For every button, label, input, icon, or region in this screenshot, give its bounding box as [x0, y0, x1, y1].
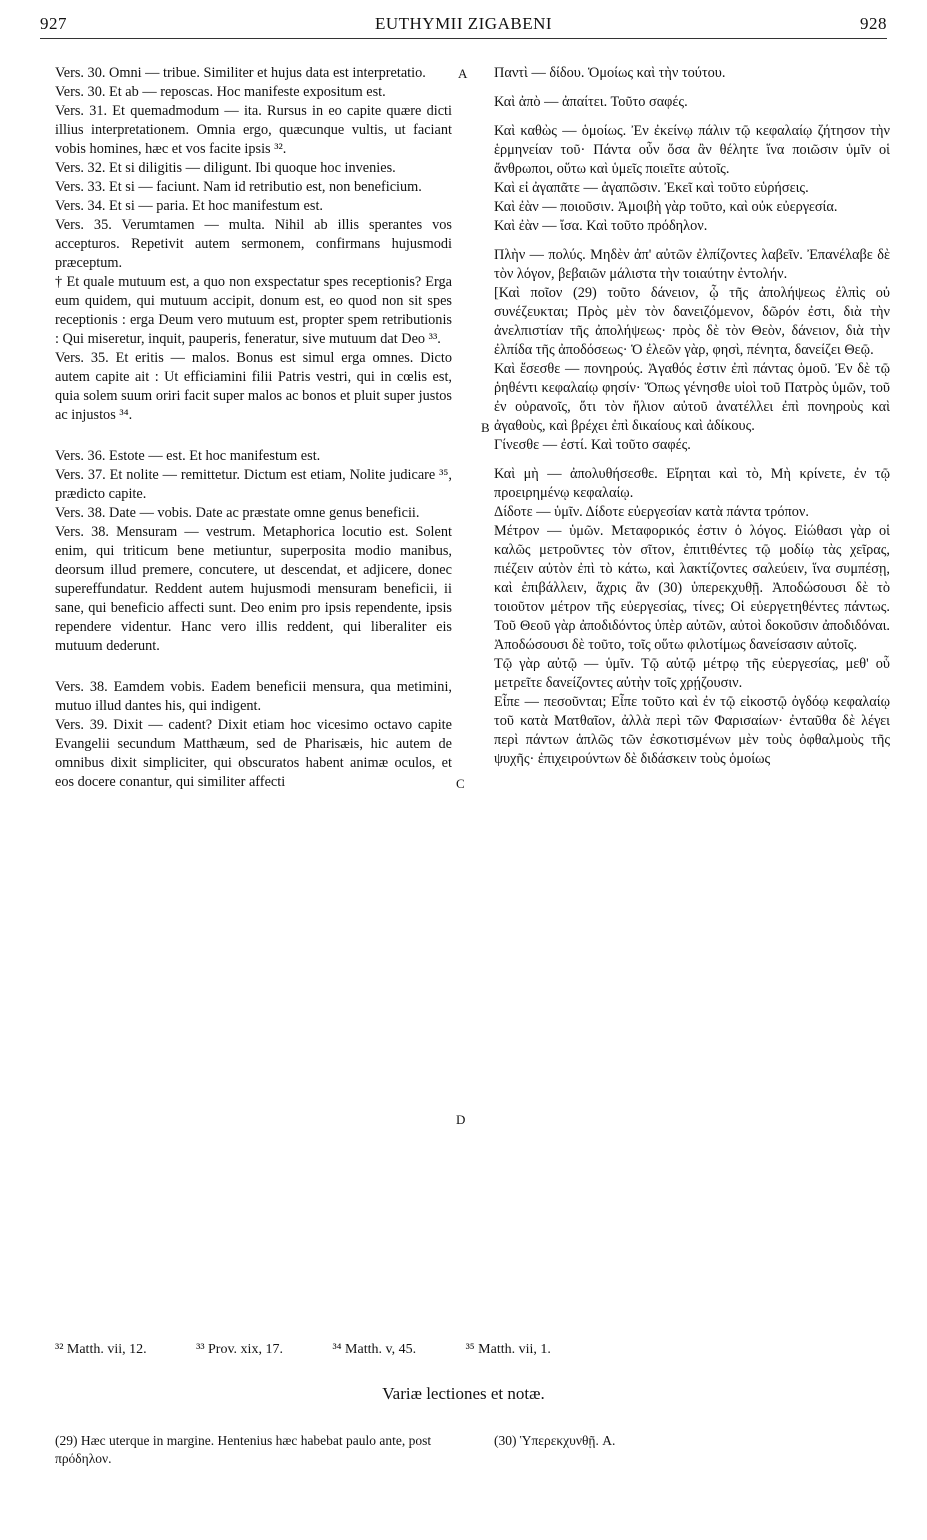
latin-paragraph: Vers. 38. Eamdem vobis. Eadem beneficii mensura, qua metimini, mutuo illud dantes his, qui indigent.	[55, 679, 452, 714]
header-rule	[40, 38, 887, 39]
latin-paragraph: Vers. 35. Et eritis — malos. Bonus est simul erga omnes. Dicto autem capite ait : Ut efficiamini filii Patris vestri, qui in cœlis est, quia solem suum oriri facit super malos ac bonos et pluit super justos ac injustos ³⁴.	[55, 350, 452, 423]
footnotes	[55, 1342, 887, 1358]
greek-paragraph: Καὶ ἐὰν — ποιοῦσιν. Ἀμοιβὴ γὰρ τοῦτο, καὶ οὐκ εὐεργεσία.	[494, 199, 838, 215]
latin-column	[55, 64, 452, 792]
page-number-left: 927	[40, 14, 67, 33]
page-header	[40, 10, 887, 36]
latin-paragraph: Vers. 31. Et quemadmodum — ita. Rursus in eo capite quære dicti illius interpretationem. Omnia ergo, quæcunque vultis, ut faciant vobis homines, hæc et vos facite ipsis ³².	[55, 103, 452, 157]
greek-paragraph: Καὶ καθὼς — ὁμοίως. Ἐν ἐκείνῳ πάλιν τῷ κεφαλαίῳ ζήτησον τὴν ἑρμηνείαν τοῦ· Πάντα οὖν ὅσα ἂν θέλητε ἵνα ποιῶσιν ὑμῖν οἱ ἄνθρωποι, οὕτω καὶ ὑμεῖς ποιεῖτε αὐτοῖς.	[494, 123, 890, 177]
latin-paragraph: Vers. 33. Et si — faciunt. Nam id retributio est, non beneficium.	[55, 179, 422, 195]
greek-paragraph: Γίνεσθε — ἐστί. Καὶ τοῦτο σαφές.	[494, 437, 691, 453]
margin-letter-a: A	[458, 66, 468, 81]
greek-column	[494, 64, 890, 769]
greek-paragraph: [Καὶ ποῖον (29) τοῦτο δάνειον, ᾧ τῆς ἀπολήψεως ἐλπὶς οὐ συνέζευκται; Πρὸς μὲν τὸν δανειζόμενον, δῶρόν ἐστι, διὰ τὴν ἀνελπιστίαν τῆς ἀπολήψεως· πρὸς δὲ τὸν Θεὸν, δάνειον, διὰ τὴν ἐλπίδα τῆς ἀποδόσεως· Ὁ ἐλεῶν γὰρ, φησὶ, πένητα, δανείζει Θεῷ.	[494, 285, 890, 358]
greek-paragraph: Πλὴν — πολύς. Μηδὲν ἀπ' αὐτῶν ἐλπίζοντες λαβεῖν. Ἐπανέλαβε δὲ τὸν λόγον, βεβαιῶν μάλιστα τὴν τοιαύτην ἐντολήν.	[494, 247, 890, 282]
latin-paragraph: Vers. 36. Estote — est. Et hoc manifestum est.	[55, 448, 321, 464]
variae-title: Variæ lectiones et notæ.	[382, 1384, 545, 1403]
latin-paragraph: Vers. 35. Verumtamen — multa. Nihil ab illis sperantes vos accepturos. Repetivit autem sermonem, confirmans hujusmodi præceptum.	[55, 217, 452, 271]
greek-paragraph: Τῷ γὰρ αὐτῷ — ὑμῖν. Τῷ αὐτῷ μέτρῳ τῆς εὐεργεσίας, μεθ' οὗ μετρεῖτε δανείζοντες αὐτὴν τοῖς χρῄζουσιν.	[494, 656, 890, 691]
variae-note-right: (30) Ὑπερεκχυνθῇ. A.	[494, 1433, 616, 1448]
page-number-right: 928	[860, 14, 887, 33]
greek-paragraph: Καὶ μὴ — ἀπολυθήσεσθε. Εἴρηται καὶ τὸ, Μὴ κρίνετε, ἐν τῷ προειρημένῳ κεφαλαίῳ.	[494, 466, 890, 501]
greek-paragraph: Καὶ ἔσεσθε — πονηρούς. Ἀγαθός ἐστιν ἐπὶ πάντας ὁμοῦ. Ἐν δὲ τῷ ῥηθέντι κεφαλαίῳ φησίν· Ὅπως γένησθε υἱοὶ τοῦ Πατρὸς ὑμῶν, τοῦ ἐν οὐρανοῖς, ὅτι τὸν ἥλιον αὐτοῦ ἀνατέλλει ἐπὶ πονηροὺς καὶ ἀγαθοὺς, καὶ βρέχει ἐπὶ δικαίους καὶ ἀδίκους.	[494, 361, 890, 434]
latin-paragraph: Vers. 34. Et si — paria. Et hoc manifestum est.	[55, 198, 324, 214]
greek-paragraph: Καὶ εἰ ἀγαπᾶτε — ἀγαπῶσιν. Ἐκεῖ καὶ τοῦτο εὑρήσεις.	[494, 180, 809, 196]
latin-paragraph: † Et quale mutuum est, a quo non exspectatur spes receptionis? Erga eum quidem, qui mutuum accipit, donum est, eo quod non sit spes receptionis : erga Deum vero mutuum est, propter spem retributionis : Qui miseretur, inquit, pauperis, feneratur, sive mutuum dat Deo ³³.	[55, 274, 452, 347]
latin-paragraph: Vers. 30. Omni — tribue. Similiter et hujus data est interpretatio.	[55, 65, 426, 81]
latin-paragraph: Vers. 39. Dixit — cadent? Dixit etiam hoc vicesimo octavo capite Evangelii secundum Matthæum, sed de Pharisæis, hic autem de omnibus dixit simpliciter, qui obscuratos habent animæ oculos, et eos docere conantur, qui similiter affecti	[55, 717, 452, 790]
latin-paragraph: Vers. 38. Mensuram — vestrum. Metaphorica locutio est. Solent enim, qui triticum bene metiuntur, superposita modio manibus, deorsum illud premere, concutere, ut descendat, et adjicere, donec supereffundatur. Reddent autem hujusmodi mensuram beneficii, ii sane, qui beneficio affecti sunt. Deo enim pro ipsis rependente, ipsis rependere videntur. Hanc vero illis reddent, qui liberaliter eis mutuum dederunt.	[55, 524, 452, 654]
greek-paragraph: Εἶπε — πεσοῦνται; Εἶπε τοῦτο καὶ ἐν τῷ εἰκοστῷ ὀγδόῳ κεφαλαίῳ τοῦ κατὰ Ματθαῖον, ἀλλὰ περὶ τῶν Φαρισαίων· ἐνταῦθα δὲ λέγει περὶ πάντων ἁπλῶς τῶν ἐσκοτισμένων μὲν τοὺς ὀφθαλμοὺς τῆς ψυχῆς· ἐπιχειρούντων δὲ διδάσκειν τοὺς ὁμοίως	[494, 694, 890, 767]
latin-paragraph: Vers. 38. Date — vobis. Date ac præstate omne genus beneficii.	[55, 505, 420, 521]
margin-letter-c: C	[456, 776, 465, 791]
greek-paragraph: Δίδοτε — ὑμῖν. Δίδοτε εὐεργεσίαν κατὰ πάντα τρόπον.	[494, 504, 809, 520]
latin-paragraph: Vers. 32. Et si diligitis — diligunt. Ibi quoque hoc invenies.	[55, 160, 396, 176]
greek-paragraph: Παντὶ — δίδου. Ὁμοίως καὶ τὴν τούτου.	[494, 65, 726, 81]
latin-paragraph: Vers. 30. Et ab — reposcas. Hoc manifeste expositum est.	[55, 84, 386, 100]
footnote: ³² Matth. vii, 12.	[55, 1342, 147, 1357]
margin-letter-b: B	[481, 420, 490, 435]
latin-paragraph: Vers. 37. Et nolite — remittetur. Dictum est etiam, Nolite judicare ³⁵, prædicto capite.	[55, 467, 452, 502]
greek-paragraph: Μέτρον — ὑμῶν. Μεταφορικός ἐστιν ὁ λόγος. Εἰώθασι γὰρ οἱ καλῶς μετροῦντες τὸν σῖτον, ἐπιτιθέντες τῷ μοδίῳ τὰς χεῖρας, πιέζειν αὐτὸν ἐπὶ τὸ κάτω, καὶ λακτίζοντες σαλεύειν, ἵνα συμπέσῃ, καὶ ἐπιβάλλειν, ἄχρις ἂν (30) ὑπερεκχυθῇ. Ἀποδώσουσι δὲ τὸ τοιοῦτον μέτρον τῆς εὐεργεσίας, τίνες; Οἱ εὐεργετηθέντες πάντως. Τοῦ Θεοῦ γὰρ ἀποδιδόντος ὑπὲρ αὐτῶν, αὐτοὶ δοκοῦσιν ἀποδιδόναι. Ἀποδώσουσι δὲ τοῦτο, τοῖς οὕτω φιλοτίμως δανείσασιν αὐτοῖς.	[494, 523, 890, 653]
greek-paragraph: Καὶ ἀπὸ — ἀπαίτει. Τοῦτο σαφές.	[494, 94, 688, 110]
variae-note-left: (29) Hæc uterque in margine. Hentenius hæc habebat paulo ante, post πρόδηλον.	[55, 1433, 432, 1466]
greek-paragraph: Καὶ ἐὰν — ἴσα. Καὶ τοῦτο πρόδηλον.	[494, 218, 708, 234]
margin-letter-d: D	[456, 1112, 466, 1127]
footnote: ³⁵ Matth. vii, 1.	[465, 1342, 551, 1357]
running-title: EUTHYMII ZIGABENI	[374, 14, 553, 33]
footnote: ³³ Prov. xix, 17.	[196, 1342, 283, 1357]
footnote: ³⁴ Matth. v, 45.	[332, 1342, 417, 1357]
